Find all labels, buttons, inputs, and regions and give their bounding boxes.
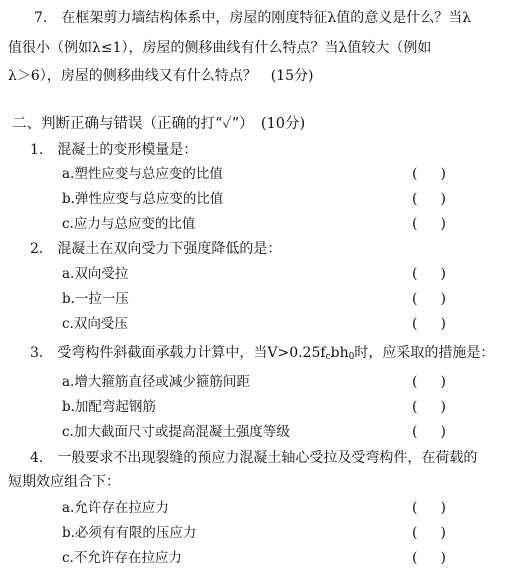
paren-close: ) xyxy=(440,191,446,207)
paren-close: ) xyxy=(440,166,446,182)
paren-open: ( xyxy=(412,291,418,307)
q3-stem-subscript-0: 0 xyxy=(348,352,355,362)
q1-option-b-answer-box[interactable] xyxy=(412,189,446,209)
q2-option-a-answer-box[interactable] xyxy=(412,264,446,284)
paren-close: ) xyxy=(440,291,446,307)
q7-line-3: λ＞6），房屋的侧移曲线又有什么特点？ (15分) xyxy=(8,68,314,84)
paren-open: ( xyxy=(412,166,418,182)
q1-stem: 1. 混凝土的变形模量是： xyxy=(30,142,198,158)
q1-option-c-answer-box[interactable] xyxy=(412,214,446,234)
q2-option-a: a.双向受拉 xyxy=(62,266,129,282)
q1-option-a: a.塑性应变与总应变的比值 xyxy=(62,166,223,182)
q4-option-b: b.必须有有限的压应力 xyxy=(62,525,197,541)
q1-option-a-answer-box[interactable] xyxy=(412,164,446,184)
paren-close: ) xyxy=(440,216,446,232)
paren-close: ) xyxy=(440,550,446,566)
q4-option-b-answer-box[interactable] xyxy=(412,523,446,543)
q3-option-b-answer-box[interactable] xyxy=(412,397,446,417)
paren-open: ( xyxy=(412,266,418,282)
q7-line-1: 7. 在框架剪力墙结构体系中，房屋的刚度特征λ值的意义是什么？当λ xyxy=(34,10,472,26)
paren-close: ) xyxy=(440,525,446,541)
q1-option-b: b.弹性应变与总应变的比值 xyxy=(62,191,224,207)
paren-close: ) xyxy=(440,500,446,516)
q3-option-b: b.加配弯起钢筋 xyxy=(62,399,156,415)
q4-stem-line-2: 短期效应组合下： xyxy=(8,474,120,490)
paren-open: ( xyxy=(412,525,418,541)
paren-open: ( xyxy=(412,216,418,232)
paren-open: ( xyxy=(412,316,418,332)
q1-option-c: c.应力与总应变的比值 xyxy=(62,216,196,232)
paren-open: ( xyxy=(412,374,418,390)
q3-stem-subscript-c: c xyxy=(325,352,331,362)
q2-option-b: b.一拉一压 xyxy=(62,291,129,307)
q2-option-c-answer-box[interactable] xyxy=(412,314,446,334)
paren-open: ( xyxy=(412,399,418,415)
q7-line-2: 值很小（例如λ≤1），房屋的侧移曲线有什么特点？当λ值较大（例如 xyxy=(8,40,432,56)
paren-close: ) xyxy=(440,399,446,415)
q3-stem-part-a: 3. 受弯构件斜截面承载力计算中，当V>0.25f xyxy=(30,345,326,361)
q3-stem-part-b: bh xyxy=(330,345,349,361)
q4-option-c: c.不允许存在拉应力 xyxy=(62,550,182,566)
q2-option-b-answer-box[interactable] xyxy=(412,289,446,309)
q4-option-a-answer-box[interactable] xyxy=(412,498,446,518)
paren-open: ( xyxy=(412,500,418,516)
q3-option-a: a.增大箍筋直径或减少箍筋间距 xyxy=(62,374,250,390)
paren-open: ( xyxy=(412,424,418,440)
q3-stem xyxy=(30,343,494,363)
section-2-title: 二、判断正确与错误（正确的打“✓”） (10分) xyxy=(12,116,306,132)
q3-option-c-answer-box[interactable] xyxy=(412,422,446,442)
q3-option-a-answer-box[interactable] xyxy=(412,372,446,392)
q4-option-c-answer-box[interactable] xyxy=(412,548,446,568)
q2-option-c: c.双向受压 xyxy=(62,316,128,332)
paren-open: ( xyxy=(412,191,418,207)
q3-option-c: c.加大截面尺寸或提高混凝土强度等级 xyxy=(62,424,290,440)
q3-stem-part-c: 时，应采取的措施是： xyxy=(354,345,495,361)
paren-close: ) xyxy=(440,424,446,440)
paren-open: ( xyxy=(412,550,418,566)
paren-close: ) xyxy=(440,374,446,390)
q4-stem-line-1: 4. 一般要求不出现裂缝的预应力混凝土轴心受拉及受弯构件，在荷载的 xyxy=(30,450,478,466)
paren-close: ) xyxy=(440,316,446,332)
paren-close: ) xyxy=(440,266,446,282)
q4-option-a: a.允许存在拉应力 xyxy=(62,500,169,516)
q2-stem: 2. 混凝土在双向受力下强度降低的是： xyxy=(30,241,282,257)
